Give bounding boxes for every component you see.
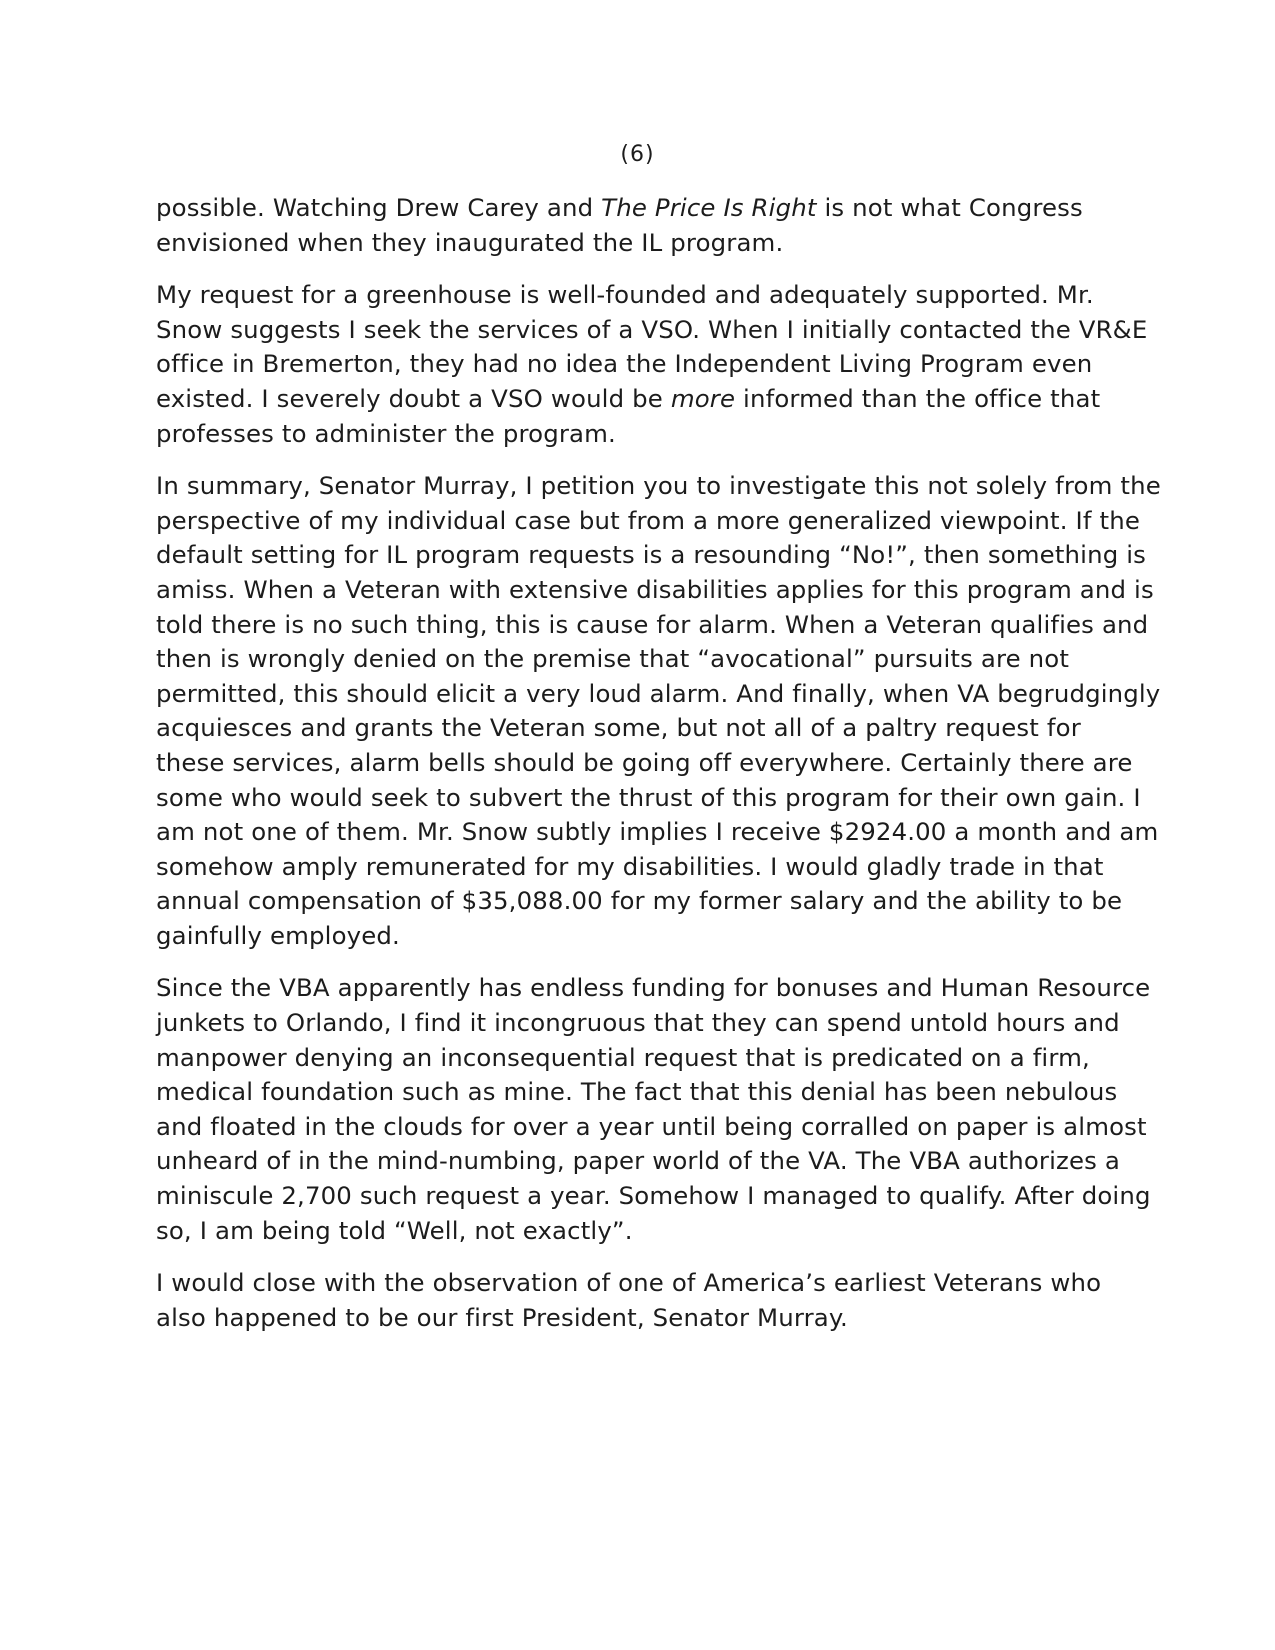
text-line bbox=[156, 746, 1136, 781]
text-run: existed. I severely doubt a VSO would be bbox=[156, 383, 671, 413]
text-run: also happened to be our first President, Senator Murray. bbox=[156, 1302, 848, 1332]
italic-text: more bbox=[670, 383, 736, 413]
italic-text: The Price Is Right bbox=[601, 193, 817, 222]
text-run: acquiesces and grants the Veteran some, but not all of a paltry request for bbox=[156, 713, 1081, 743]
text-line bbox=[156, 919, 1136, 954]
text-run: professes to administer the program. bbox=[156, 418, 616, 448]
text-run: I would close with the observation of one of America’s earliest Veterans who bbox=[156, 1268, 1102, 1298]
text-run: junkets to Orlando, I find it incongruous that they can spend untold hours and bbox=[156, 1008, 1120, 1038]
text-line bbox=[156, 971, 1151, 1006]
text-run: is not what Congress bbox=[816, 193, 1083, 222]
text-line bbox=[156, 469, 1161, 504]
text-line bbox=[156, 226, 1136, 261]
paragraph-3 bbox=[156, 469, 1161, 953]
text-run: somehow amply remunerated for my disabilities. I would gladly trade in that bbox=[156, 851, 1104, 881]
text-line bbox=[156, 347, 1136, 382]
text-line bbox=[156, 1266, 1136, 1301]
text-line bbox=[156, 417, 1136, 452]
text-line bbox=[156, 1214, 1136, 1249]
text-run: informed than the office that bbox=[735, 383, 1101, 413]
text-line bbox=[156, 642, 1136, 677]
text-line bbox=[156, 313, 1148, 348]
text-line bbox=[156, 1144, 1136, 1179]
text-run: permitted, this should elicit a very loud alarm. And finally, when VA begrudgingly bbox=[156, 678, 1161, 708]
letter-body bbox=[156, 191, 1161, 1353]
text-run: miniscule 2,700 such request a year. Somehow I managed to qualify. After doing bbox=[156, 1181, 1151, 1211]
text-run: office in Bremerton, they had no idea the Independent Living Program even bbox=[156, 349, 1093, 379]
text-run: amiss. When a Veteran with extensive disabilities applies for this program and is bbox=[156, 574, 1154, 604]
text-line bbox=[156, 382, 1136, 417]
text-line bbox=[156, 191, 1136, 226]
text-line bbox=[156, 1110, 1147, 1145]
text-run: envisioned when they inaugurated the IL program. bbox=[156, 227, 784, 257]
text-run: these services, alarm bells should be going off everywhere. Certainly there are bbox=[156, 747, 1133, 777]
text-run: Snow suggests I seek the services of a VSO. When I initially contacted the VR&E bbox=[156, 314, 1148, 344]
text-run: perspective of my individual case but from a more generalized viewpoint. If the bbox=[156, 505, 1141, 535]
text-run: In summary, Senator Murray, I petition you to investigate this not solely from the bbox=[156, 471, 1161, 501]
text-run: possible. Watching Drew Carey and bbox=[156, 193, 602, 222]
text-line bbox=[156, 1301, 1136, 1336]
text-line bbox=[156, 781, 1141, 816]
text-line bbox=[156, 711, 1136, 746]
paragraph-4 bbox=[156, 971, 1151, 1248]
text-line bbox=[156, 278, 1136, 313]
text-run: and floated in the clouds for over a year until being corralled on paper is almost bbox=[156, 1111, 1147, 1141]
text-run: told there is no such thing, this is cause for alarm. When a Veteran qualifies and bbox=[156, 609, 1149, 639]
text-line bbox=[156, 815, 1159, 850]
text-run: unheard of in the mind-numbing, paper world of the VA. The VBA authorizes a bbox=[156, 1146, 1120, 1176]
text-line bbox=[156, 1041, 1136, 1076]
page-number: (6) bbox=[620, 142, 655, 167]
text-line bbox=[156, 504, 1141, 539]
paragraph-2 bbox=[156, 278, 1148, 451]
text-line bbox=[156, 538, 1147, 573]
text-run: am not one of them. Mr. Snow subtly implies I receive $2924.00 a month and am bbox=[156, 817, 1159, 847]
text-line bbox=[156, 1075, 1136, 1110]
text-run: My request for a greenhouse is well-founded and adequately supported. Mr. bbox=[156, 280, 1094, 310]
text-run: some who would seek to subvert the thrust of this program for their own gain. I bbox=[156, 782, 1141, 812]
text-line bbox=[156, 1006, 1136, 1041]
text-run: medical foundation such as mine. The fact that this denial has been nebulous bbox=[156, 1077, 1118, 1107]
text-line bbox=[156, 677, 1161, 712]
text-line bbox=[156, 884, 1136, 919]
text-run: default setting for IL program requests is a resounding “No!”, then something is bbox=[156, 540, 1147, 570]
text-run: so, I am being told “Well, not exactly”. bbox=[156, 1215, 633, 1245]
text-run: manpower denying an inconsequential request that is predicated on a firm, bbox=[156, 1042, 1090, 1072]
text-run: then is wrongly denied on the premise that “avocational” pursuits are not bbox=[156, 644, 1070, 674]
text-run: Since the VBA apparently has endless funding for bonuses and Human Resource bbox=[156, 973, 1151, 1003]
text-line bbox=[156, 573, 1154, 608]
text-run: annual compensation of $35,088.00 for my former salary and the ability to be bbox=[156, 886, 1123, 916]
paragraph-5 bbox=[156, 1266, 1136, 1335]
paragraph-1 bbox=[156, 191, 1136, 260]
text-line bbox=[156, 1179, 1151, 1214]
text-run: gainfully employed. bbox=[156, 920, 400, 950]
text-line bbox=[156, 608, 1149, 643]
text-line bbox=[156, 850, 1136, 885]
